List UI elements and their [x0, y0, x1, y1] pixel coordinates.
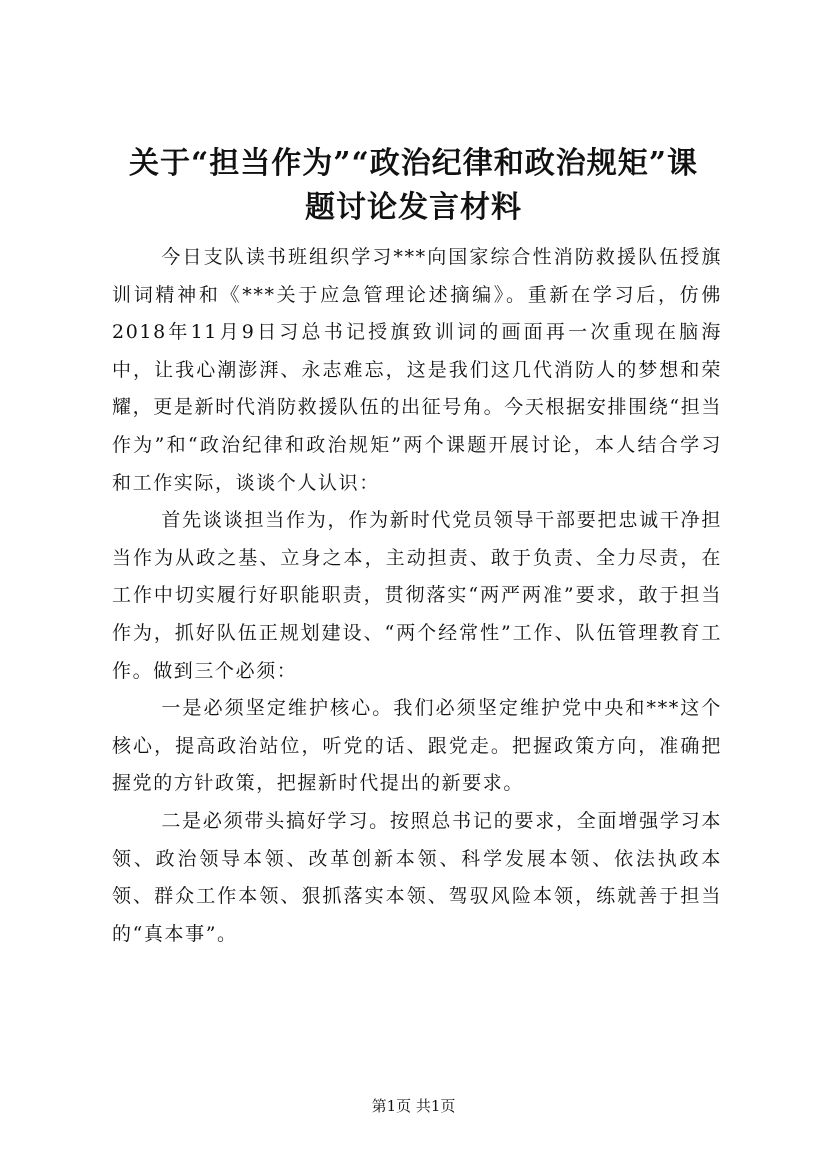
- paragraph-point-two: 二是必须带头搞好学习。按照总书记的要求，全面增强学习本领、政治领导本领、改革创新本领、科学发展本领、依法执政本领、群众工作本领、狠抓落实本领、驾驭风险本领，练就善于担当的“真本事”。: [112, 809, 722, 945]
- document-title: [100, 142, 727, 230]
- document-body: [112, 239, 722, 953]
- document-title-line-2: 题讨论发言材料: [305, 190, 522, 225]
- paragraph-responsibility: 首先谈谈担当作为，作为新时代党员领导干部要把忠诚干净担当作为从政之基、立身之本，主动担责、敢于负责、全力尽责，在工作中切实履行好职能职责，贯彻落实“两严两准”要求，敢于担当作为，抓好队伍正规划建设、“两个经常性”工作、队伍管理教育工作。做到三个必须：: [112, 509, 722, 682]
- paragraph-point-one: 一是必须坚定维护核心。我们必须坚定维护党中央和***这个核心，提高政治站位，听党的话、跟党走。把握政策方向，准确把握党的方针政策，把握新时代提出的新要求。: [112, 697, 722, 795]
- page-number-label: 第1页 共1页: [371, 1097, 456, 1115]
- paragraph-intro: 今日支队读书班组织学习***向国家综合性消防救援队伍授旗训词精神和《***关于应急管理论述摘编》。重新在学习后，仿佛2018年11月9日习总书记授旗致训词的画面再一次重现在脑海中，让我心潮澎湃、永志难忘，这是我们这几代消防人的梦想和荣耀，更是新时代消防救援队伍的出征号角。今天根据安排围绕“担当作为”和“政治纪律和政治规矩”两个课题开展讨论，本人结合学习和工作实际，谈谈个人认识：: [112, 246, 722, 494]
- document-title-line-1: 关于“担当作为”“政治纪律和政治规矩”课: [128, 146, 699, 181]
- page-footer: [0, 1096, 827, 1116]
